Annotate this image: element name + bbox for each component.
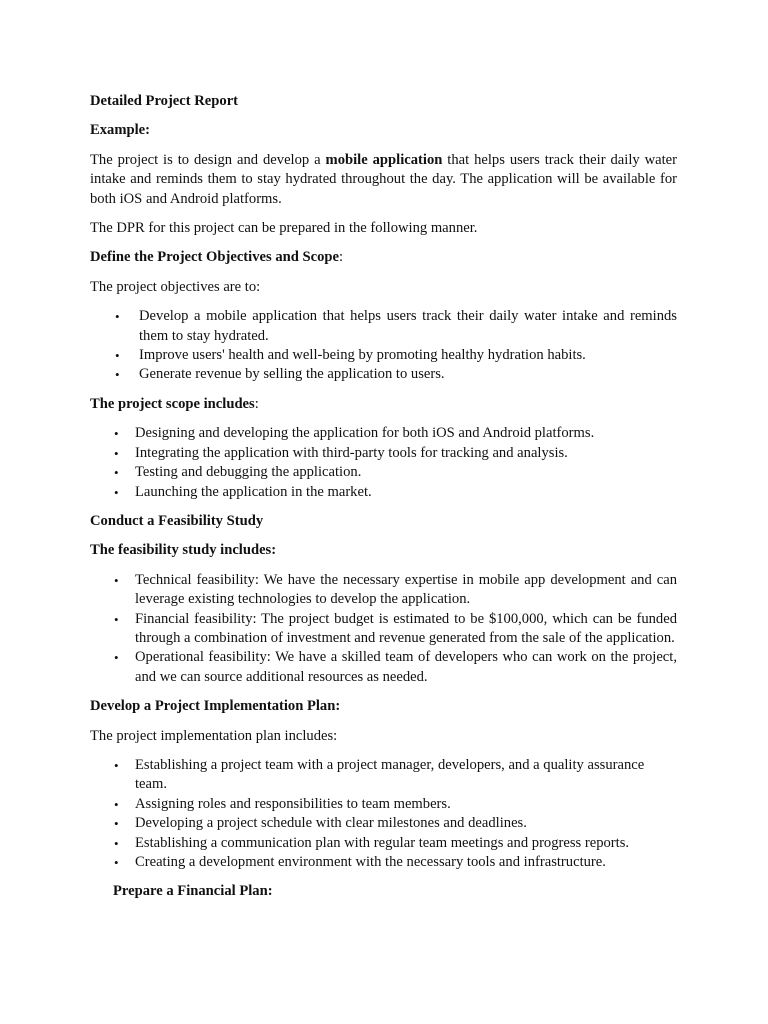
bullet-icon: • <box>114 611 119 627</box>
document-title: Detailed Project Report <box>90 93 239 109</box>
bullet-icon: • <box>115 309 120 325</box>
bullet-icon: • <box>114 757 119 773</box>
feasibility-heading: Conduct a Feasibility Study <box>90 512 264 529</box>
list-item-text: Generate revenue by selling the application to users. <box>139 366 445 383</box>
list-item-text: Launching the application in the market. <box>135 483 372 500</box>
list-item <box>90 483 677 502</box>
bullet-icon: • <box>115 367 120 383</box>
bullet-icon: • <box>114 855 119 870</box>
list-item <box>90 648 677 687</box>
document-page <box>90 92 677 912</box>
dpr-paragraph: The DPR for this project can be prepared in the following manner. <box>90 220 478 237</box>
list-item <box>90 853 677 872</box>
list-item-text: Assigning roles and responsibilities to team members. <box>135 795 451 812</box>
objectives-heading-colon: : <box>338 249 344 266</box>
intro-paragraph <box>90 151 677 209</box>
bullet-icon: • <box>114 465 119 481</box>
scope-list <box>90 424 677 502</box>
intro-bold-term: mobile application <box>325 151 443 168</box>
financial-heading: Prepare a Financial Plan: <box>113 883 273 900</box>
list-item-text: Establishing a communication plan with regular team meetings and progress reports. <box>135 834 630 851</box>
list-item <box>90 814 677 833</box>
list-item <box>90 571 677 610</box>
intro-text-end: that helps users track their daily water intake and reminds them to stay hydrated throughout the day. The application will be available for both iOS and Android platforms. <box>90 151 678 207</box>
list-item-text: Testing and debugging the application. <box>135 464 362 481</box>
objectives-heading: Define the Project Objectives and Scope <box>90 249 339 266</box>
list-item <box>90 463 677 482</box>
implementation-list <box>90 756 677 872</box>
implementation-heading: Develop a Project Implementation Plan: <box>90 698 341 715</box>
bullet-icon: • <box>114 796 119 812</box>
scope-heading-line <box>90 395 677 414</box>
list-item <box>90 424 677 443</box>
feasibility-list <box>90 571 677 687</box>
implementation-intro: The project implementation plan includes: <box>90 727 338 744</box>
list-item-text: Creating a development environment with the necessary tools and infrastructure. <box>135 854 606 870</box>
list-item-text: Designing and developing the application for both iOS and Android platforms. <box>135 425 595 442</box>
intro-text-start: The project is to design and develop a <box>90 151 326 168</box>
scope-heading-colon: : <box>254 395 259 412</box>
objectives-intro: The project objectives are to: <box>90 278 261 295</box>
bullet-icon: • <box>114 650 119 666</box>
example-label: Example: <box>90 122 150 139</box>
bullet-icon: • <box>115 348 120 364</box>
list-item <box>90 444 677 463</box>
bullet-icon: • <box>114 816 119 832</box>
list-item <box>90 365 677 384</box>
list-item-text: Establishing a project team with a project manager, developers, and a quality assurance team. <box>135 756 645 793</box>
list-item <box>90 795 677 814</box>
list-item <box>90 346 677 365</box>
list-item-text: Integrating the application with third-party tools for tracking and analysis. <box>135 444 568 461</box>
bullet-icon: • <box>114 572 119 588</box>
bullet-icon: • <box>114 445 119 461</box>
objectives-heading-line <box>90 248 677 267</box>
bullet-icon: • <box>114 484 119 500</box>
bullet-icon: • <box>114 835 119 851</box>
list-item-text: Developing a project schedule with clear milestones and deadlines. <box>135 815 527 832</box>
list-item <box>90 834 677 853</box>
bullet-icon: • <box>114 426 119 442</box>
list-item-text: Improve users' health and well-being by promoting healthy hydration habits. <box>139 347 586 364</box>
list-item-text: Technical feasibility: We have the necessary expertise in mobile app development and can leverage existing technologies to develop the application. <box>135 571 677 608</box>
list-item <box>90 307 677 346</box>
list-item-text: Develop a mobile application that helps users track their daily water intake and reminds them to stay hydrated. <box>139 308 677 344</box>
feasibility-subheading: The feasibility study includes: <box>90 542 277 559</box>
list-item-text: Operational feasibility: We have a skilled team of developers who can work on the project, and we can source additional resources as needed. <box>135 649 677 685</box>
scope-heading: The project scope includes <box>90 395 255 412</box>
list-item <box>90 610 677 649</box>
list-item-text: Financial feasibility: The project budget is estimated to be $100,000, which can be funded through a combination of investment and revenue generated from the sale of the application. <box>135 610 677 646</box>
objectives-list <box>90 307 677 385</box>
list-item <box>90 756 677 795</box>
